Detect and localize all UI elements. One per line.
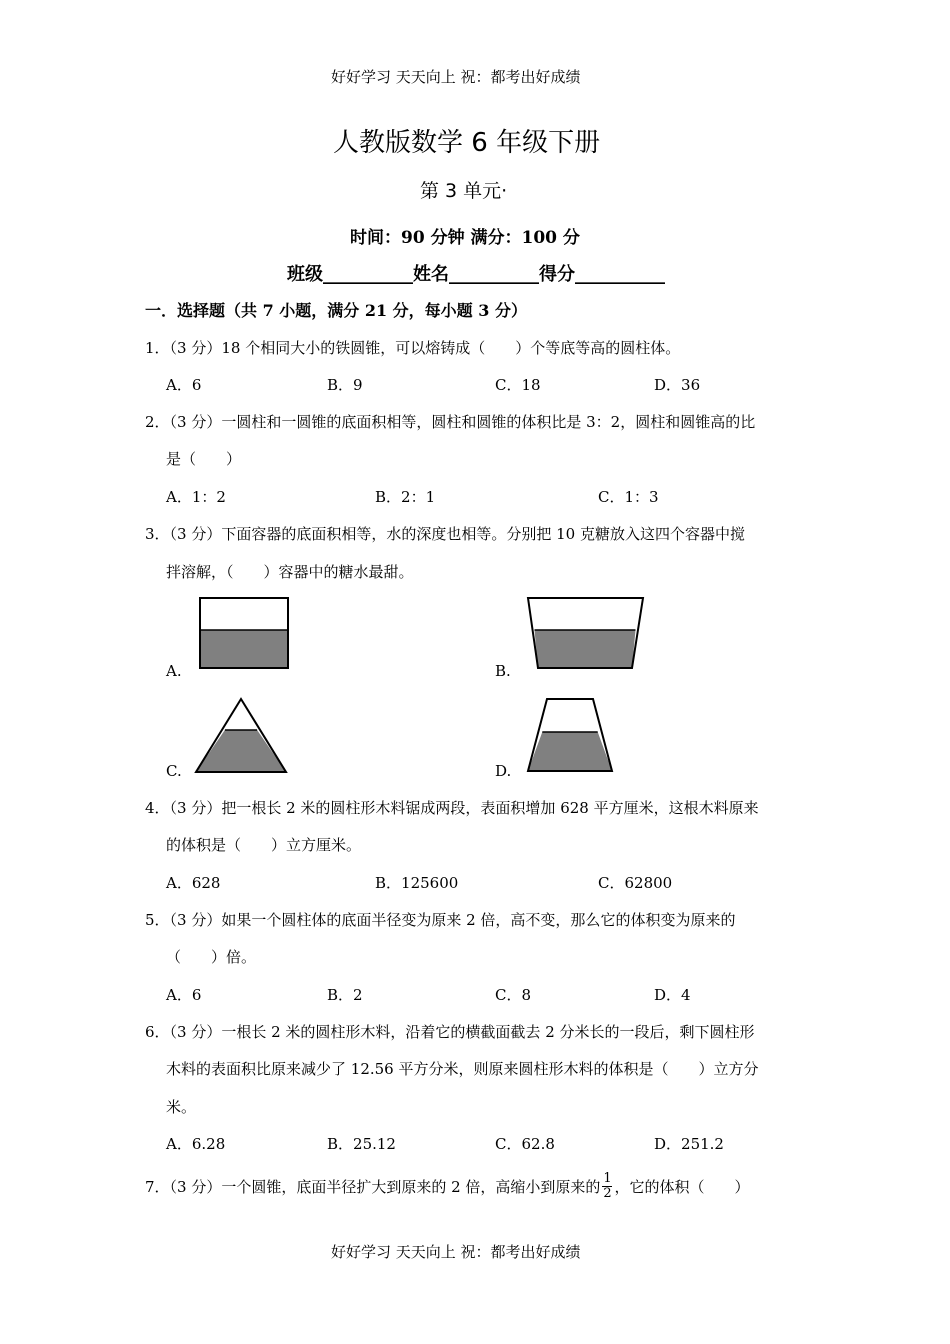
page-footer: 好好学习 天天向上 祝：都考出好成绩 bbox=[331, 1243, 581, 1261]
container-a-figure bbox=[198, 596, 292, 674]
question-2-line2: 是（ ） bbox=[166, 450, 242, 468]
question-4-line1: 4．（3 分）把一根长 2 米的圆柱形木料锯成两段，表面积增加 628 平方厘米，这根木料原来 bbox=[145, 799, 759, 817]
q1-option-b: B．9 bbox=[327, 376, 363, 394]
q2-option-c: C．1：3 bbox=[598, 488, 659, 506]
q6-option-b: B．25.12 bbox=[327, 1135, 396, 1153]
question-6-line3: 米。 bbox=[166, 1098, 197, 1116]
question-7 bbox=[145, 1168, 749, 1204]
container-b-figure bbox=[525, 596, 647, 674]
question-2-line1: 2．（3 分）一圆柱和一圆锥的底面积相等，圆柱和圆锥的体积比是 3：2，圆柱和圆锥高的比 bbox=[145, 413, 756, 431]
container-d-figure bbox=[526, 696, 616, 776]
fraction-one-half bbox=[602, 1172, 612, 1201]
question-5-line1: 5．（3 分）如果一个圆柱体的底面半径变为原来 2 倍，高不变，那么它的体积变为原来的 bbox=[145, 911, 736, 929]
q1-option-d: D．36 bbox=[654, 376, 701, 394]
q1-option-c: C．18 bbox=[495, 376, 541, 394]
question-4-line2: 的体积是（ ）立方厘米。 bbox=[166, 836, 362, 854]
time-info: 时间：90 分钟 满分：100 分 bbox=[350, 228, 580, 248]
question-6-line1: 6．（3 分）一根长 2 米的圆柱形木料，沿着它的横截面截去 2 分米长的一段后，剩下圆柱形 bbox=[145, 1023, 755, 1041]
q4-option-b: B．125600 bbox=[375, 874, 459, 892]
q3-label-c: C. bbox=[166, 762, 182, 780]
question-5-line2: （ ）倍。 bbox=[166, 948, 257, 966]
page-title: 人教版数学 6 年级下册 bbox=[333, 128, 601, 158]
q5-option-a: A．6 bbox=[166, 986, 202, 1004]
q5-option-b: B．2 bbox=[327, 986, 363, 1004]
q4-option-c: C．62800 bbox=[598, 874, 673, 892]
student-fields: 班级__________姓名__________得分__________ bbox=[287, 264, 665, 285]
container-c-figure bbox=[194, 696, 290, 776]
q4-option-a: A．628 bbox=[166, 874, 221, 892]
question-7-text-before: 7．（3 分）一个圆锥，底面半径扩大到原来的 2 倍，高缩小到原来的 bbox=[145, 1177, 601, 1196]
section-heading: 一．选择题（共 7 小题，满分 21 分，每小题 3 分） bbox=[145, 301, 527, 320]
q6-option-a: A．6.28 bbox=[166, 1135, 226, 1153]
question-3-line2: 拌溶解，（ ）容器中的糖水最甜。 bbox=[166, 563, 414, 581]
page-header: 好好学习 天天向上 祝：都考出好成绩 bbox=[331, 68, 581, 86]
unit-title: 第 3 单元· bbox=[420, 180, 508, 202]
q6-option-d: D．251.2 bbox=[654, 1135, 724, 1153]
q3-label-d: D. bbox=[495, 762, 512, 780]
q5-option-c: C．8 bbox=[495, 986, 532, 1004]
q3-label-a: A. bbox=[166, 662, 182, 680]
question-1: 1．（3 分）18 个相同大小的铁圆锥，可以熔铸成（ ）个等底等高的圆柱体。 bbox=[145, 339, 681, 357]
question-7-text-after: ，它的体积（ ） bbox=[614, 1177, 750, 1196]
fraction-denominator: 2 bbox=[603, 1185, 612, 1201]
question-6-line2: 木料的表面积比原来减少了 12.56 平方分米，则原来圆柱形木料的体积是（ ）立方分 bbox=[166, 1060, 759, 1078]
question-3-line1: 3．（3 分）下面容器的底面积相等，水的深度也相等。分别把 10 克糖放入这四个容器中搅 bbox=[145, 525, 745, 543]
q3-label-b: B. bbox=[495, 662, 511, 680]
q6-option-c: C．62.8 bbox=[495, 1135, 555, 1153]
q2-option-b: B．2：1 bbox=[375, 488, 436, 506]
container-b-water bbox=[535, 630, 636, 668]
container-a-water bbox=[200, 630, 288, 668]
fraction-numerator: 1 bbox=[603, 1170, 612, 1186]
q5-option-d: D．4 bbox=[654, 986, 691, 1004]
q2-option-a: A．1：2 bbox=[166, 488, 226, 506]
q1-option-a: A．6 bbox=[166, 376, 202, 394]
container-d-water bbox=[528, 732, 612, 771]
